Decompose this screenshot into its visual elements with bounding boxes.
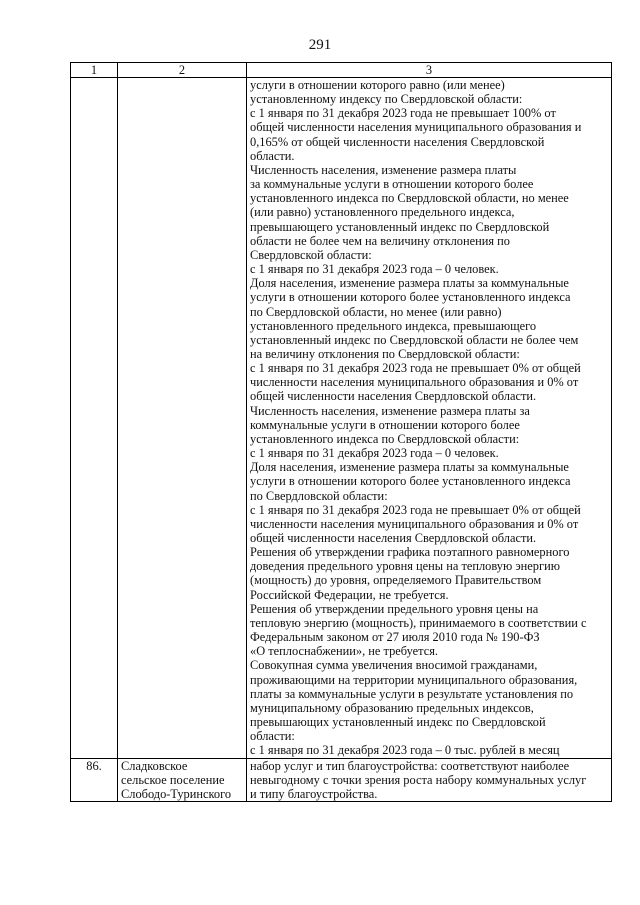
text-line: Решения об утверждении предельного уровня цены на [250, 601, 539, 616]
text-line: Свердловской области: [250, 247, 372, 262]
continuation-text-cell [247, 78, 612, 759]
text-line: с 1 января по 31 декабря 2023 года – 0 человек. [250, 262, 499, 277]
text-line: (мощность) до уровня, определяемого Правительством [250, 573, 542, 588]
text-line: платы за коммунальные услуги в результате установления по [250, 686, 574, 701]
text-line: Численность населения, изменение размера платы [250, 162, 517, 177]
text-line: по Свердловской области: [250, 488, 388, 503]
header-col-3: 3 [247, 63, 612, 78]
document-table [70, 62, 612, 802]
text-line: Российской Федерации, не требуется. [250, 587, 449, 602]
text-line: (или равно) установленного предельного индекса, [250, 205, 515, 220]
municipality-name-cell [118, 758, 247, 801]
table-header-row [71, 63, 612, 78]
text-line: услуги в отношении которого равно (или менее) [250, 78, 505, 92]
text-line: установленного предельного индекса, превышающего [250, 318, 537, 333]
text-line: набор услуг и тип благоустройства: соответствуют наиболее [250, 758, 570, 773]
text-line: на величину отклонения по Свердловской области: [250, 346, 520, 361]
text-line: превышающего установленный индекс по Свердловской [250, 219, 550, 234]
table-row-86 [71, 758, 612, 801]
name-line: Слободо-Туринского [121, 786, 232, 801]
text-line: области: [250, 729, 295, 744]
text-line: численности населения муниципального образования и 0% от [250, 375, 579, 390]
text-line: проживающими на территории муниципального образования, [250, 672, 578, 687]
text-line: с 1 января по 31 декабря 2023 года – 0 тыс. рублей в месяц [250, 743, 560, 758]
text-line: Федеральным законом от 27 июля 2010 года № 190-ФЗ [250, 630, 540, 645]
text-line: доведения предельного уровня цены на тепловую энергию [250, 559, 560, 574]
text-line: Доля населения, изменение размера платы за коммунальные [250, 460, 569, 475]
text-line: Численность населения, изменение размера платы за [250, 403, 530, 418]
text-line: области не более чем на величину отклонения по [250, 233, 510, 248]
row-number: 86. [71, 758, 118, 801]
text-line: и типу благоустройства. [250, 786, 378, 801]
text-line: установленный индекс по Свердловской области не более чем [250, 332, 579, 347]
text-line: муниципальному образованию предельных индексов, [250, 700, 534, 715]
text-line: Решения об утверждении графика поэтапного равномерного [250, 545, 570, 560]
text-line: численности населения муниципального образования и 0% от [250, 516, 579, 531]
header-col-1: 1 [71, 63, 118, 78]
row-86-text-cell [247, 758, 612, 801]
name-line: сельское поселение [121, 772, 225, 787]
text-line: установленному индексу по Свердловской области: [250, 92, 523, 107]
header-col-2: 2 [118, 63, 247, 78]
text-line: «О теплоснабжении», не требуется. [250, 644, 438, 659]
page-number: 291 [308, 37, 332, 53]
text-line: услуги в отношении которого более установленного индекса [250, 474, 571, 489]
text-line: по Свердловской области, но менее (или равно) [250, 304, 502, 319]
text-line: 0,165% от общей численности населения Свердловской [250, 134, 545, 149]
text-line: тепловую энергию (мощность), принимаемого в соответствии с [250, 615, 587, 630]
text-line: невыгодному с точки зрения роста набору коммунальных услуг [250, 772, 587, 787]
text-line: с 1 января по 31 декабря 2023 года не превышает 0% от общей [250, 361, 581, 376]
text-line: общей численности населения Свердловской области. [250, 389, 537, 404]
text-line: общей численности населения муниципального образования и [250, 120, 582, 135]
text-line: установленного индекса по Свердловской области, но менее [250, 191, 569, 206]
text-line: области. [250, 148, 295, 163]
text-line: Доля населения, изменение размера платы за коммунальные [250, 276, 569, 291]
text-line: с 1 января по 31 декабря 2023 года – 0 человек. [250, 446, 499, 461]
name-line: Сладковское [121, 758, 188, 773]
text-line: коммунальные услуги в отношении которого более [250, 417, 520, 432]
text-line: превышающих установленный индекс по Свердловской [250, 715, 546, 730]
text-line: за коммунальные услуги в отношении которого более [250, 177, 534, 192]
text-line: общей численности населения Свердловской области. [250, 531, 537, 545]
text-line: услуги в отношении которого более установленного индекса [250, 290, 571, 305]
continuation-row [71, 78, 612, 759]
continuation-name-cell [118, 78, 247, 759]
continuation-number-cell [71, 78, 118, 759]
text-line: Совокупная сумма увеличения вносимой гражданами, [250, 658, 538, 673]
text-line: с 1 января по 31 декабря 2023 года не превышает 0% от общей [250, 502, 581, 517]
text-line: с 1 января по 31 декабря 2023 года не превышает 100% от [250, 106, 556, 121]
text-line: установленного индекса по Свердловской области: [250, 431, 520, 446]
